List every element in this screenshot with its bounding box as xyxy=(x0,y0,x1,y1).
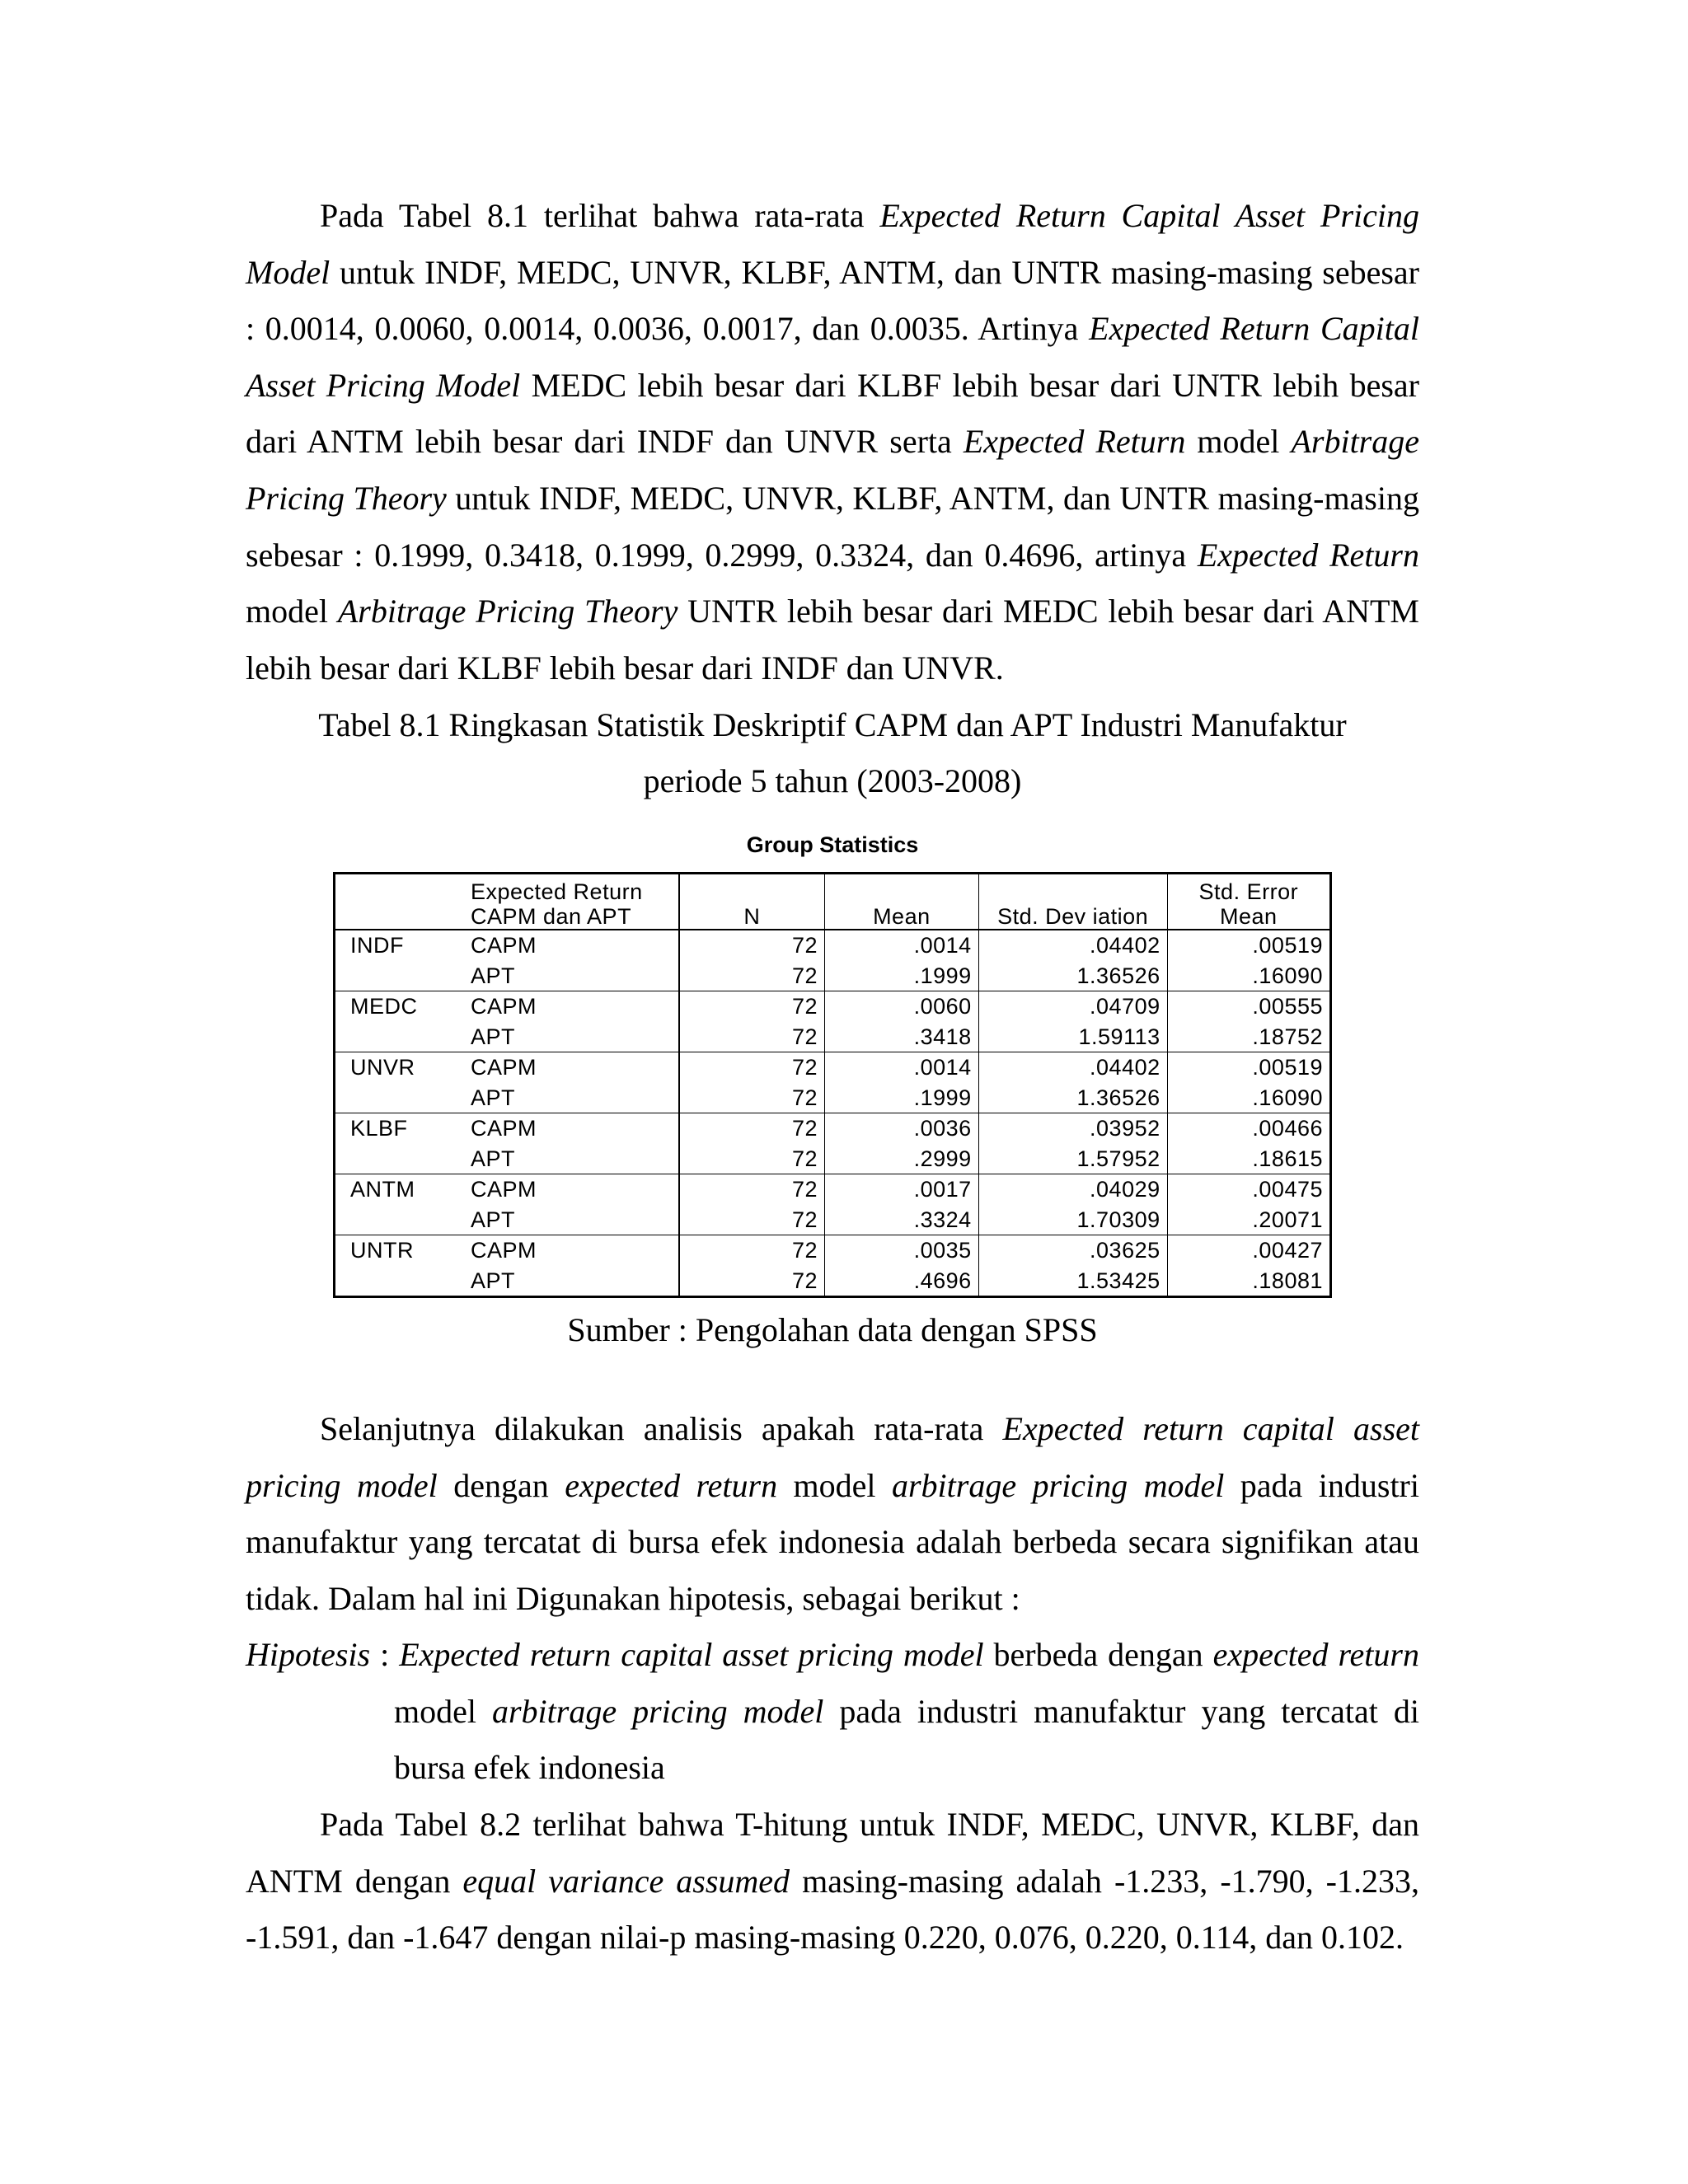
cell-std-error-mean: .20071 xyxy=(1252,1207,1323,1232)
cell-n: 72 xyxy=(679,961,825,991)
header-se-line1: Std. Error xyxy=(1198,879,1299,904)
paragraph-intro xyxy=(246,188,1419,696)
source-note: Sumber : Pengolahan data dengan SPSS xyxy=(567,1311,1098,1348)
text-run: model xyxy=(1185,423,1292,461)
italic-run: Arbitrage Pricing Theory xyxy=(337,593,678,630)
cell-std-error-mean: .00466 xyxy=(1167,1113,1330,1144)
cell-mean: .4696 xyxy=(824,1266,978,1297)
cell-std-deviation: 1.57952 xyxy=(978,1144,1167,1174)
hypothesis-block xyxy=(246,1627,1419,1797)
cell-group xyxy=(335,1266,461,1297)
table-row xyxy=(335,1113,1331,1144)
text-run: model xyxy=(394,1692,492,1730)
cell-model: CAPM xyxy=(461,930,679,961)
cell-model: CAPM xyxy=(461,1052,679,1083)
cell-group xyxy=(335,1083,461,1113)
italic-run: Expected return capital asset pricing model xyxy=(399,1636,984,1673)
italic-run: arbitrage pricing model xyxy=(891,1466,1225,1504)
cell-std-deviation: 1.59113 xyxy=(978,1022,1167,1052)
hypothesis-colon: : xyxy=(370,1636,400,1673)
header-mean: Mean xyxy=(824,874,978,930)
header-std-deviation: Std. Dev iation xyxy=(978,874,1167,930)
hypothesis-continuation xyxy=(246,1684,1419,1797)
cell-group xyxy=(335,961,461,991)
cell-std-deviation: .04709 xyxy=(978,991,1167,1022)
text-run: Pada Tabel 8.2 terlihat bahwa T-hitung untuk INDF, MEDC, UNVR, KLBF, dan ANTM dengan xyxy=(246,1806,1419,1900)
paragraph-t-test xyxy=(246,1797,1419,1966)
cell-std-deviation: 1.36526 xyxy=(978,961,1167,991)
cell-mean: .1999 xyxy=(824,961,978,991)
table-row xyxy=(335,961,1331,991)
table-row xyxy=(335,1144,1331,1174)
cell-std-error-mean: .00519 xyxy=(1252,933,1323,958)
cell-n: 72 xyxy=(679,1144,825,1174)
text-run: pada industri manufaktur yang tercatat di bursa efek indonesia adalah berbeda secara signifikan atau tidak. Dalam hal ini Digunakan hipotesis, sebagai berikut : xyxy=(246,1466,1419,1617)
table-row xyxy=(335,1205,1331,1235)
cell-n: 72 xyxy=(679,1022,825,1052)
cell-n: 72 xyxy=(679,1113,825,1144)
cell-model: APT xyxy=(461,1144,679,1174)
text-run: UNTR lebih besar dari MEDC lebih besar dari ANTM lebih besar dari KLBF lebih besar dari INDF dan UNVR. xyxy=(246,593,1419,687)
cell-std-deviation: .04402 xyxy=(978,1052,1167,1083)
table-header-row xyxy=(335,874,1331,930)
cell-n: 72 xyxy=(679,1266,825,1297)
header-model-line1: Expected Return xyxy=(470,879,643,904)
cell-model: CAPM xyxy=(461,1235,679,1266)
table-row xyxy=(335,991,1331,1022)
text-run: MEDC lebih besar dari KLBF lebih besar dari UNTR lebih besar dari ANTM lebih besar dari INDF dan UNVR serta xyxy=(246,366,1419,461)
text-run: untuk INDF, MEDC, UNVR, KLBF, ANTM, dan UNTR masing-masing sebesar : 0.0014, 0.0060, 0.0014, 0.0036, 0.0017, dan 0.0035. Artinya xyxy=(246,253,1419,348)
cell-mean: .0036 xyxy=(824,1113,978,1144)
italic-run: arbitrage pricing model xyxy=(491,1692,824,1730)
italic-run: Arbitrage Pricing Theory xyxy=(246,423,1419,517)
cell-mean: .3418 xyxy=(824,1022,978,1052)
cell-std-deviation: 1.53425 xyxy=(978,1266,1167,1297)
cell-n: 72 xyxy=(679,1052,825,1083)
cell-std-deviation: .04029 xyxy=(978,1174,1167,1205)
cell-n: 72 xyxy=(679,1235,825,1266)
cell-std-deviation: 1.70309 xyxy=(978,1205,1167,1235)
cell-mean: .1999 xyxy=(824,1083,978,1113)
header-n: N xyxy=(679,874,825,930)
cell-std-deviation: .03625 xyxy=(978,1235,1167,1266)
text-run: model xyxy=(777,1466,892,1504)
cell-group: UNTR xyxy=(335,1235,461,1266)
italic-run: Expected Return Capital Asset Pricing Model xyxy=(246,197,1420,291)
cell-model: APT xyxy=(461,1266,679,1297)
cell-model: APT xyxy=(461,1083,679,1113)
text-run: Pada Tabel 8.1 terlihat bahwa rata-rata xyxy=(320,197,880,234)
header-model-line2: CAPM dan APT xyxy=(470,904,632,929)
cell-n: 72 xyxy=(679,1083,825,1113)
cell-std-error-mean: .18615 xyxy=(1252,1146,1323,1171)
group-statistics-table xyxy=(333,872,1332,1298)
table-body xyxy=(335,930,1331,1297)
cell-std-error-mean: .00475 xyxy=(1167,1174,1330,1205)
text-run: model xyxy=(246,593,338,630)
cell-std-deviation: 1.36526 xyxy=(978,1083,1167,1113)
cell-group xyxy=(335,1022,461,1052)
cell-mean: .0014 xyxy=(824,1052,978,1083)
italic-run: Expected Return Capital Asset Pricing Model xyxy=(246,310,1419,404)
table-caption-line1: Tabel 8.1 Ringkasan Statistik Deskriptif CAPM dan APT Industri Manufaktur xyxy=(318,706,1347,743)
cell-mean: .0017 xyxy=(824,1174,978,1205)
table-row xyxy=(335,1174,1331,1205)
cell-model: APT xyxy=(461,961,679,991)
hypothesis-label: Hipotesis xyxy=(246,1636,371,1673)
cell-std-error-mean: .00427 xyxy=(1167,1235,1330,1266)
cell-mean: .2999 xyxy=(824,1144,978,1174)
cell-std-error-mean: .18752 xyxy=(1252,1024,1323,1049)
text-run: dengan xyxy=(437,1466,565,1504)
cell-group: ANTM xyxy=(335,1174,461,1205)
text-run: Selanjutnya dilakukan analisis apakah rata-rata xyxy=(320,1410,1003,1447)
cell-model: APT xyxy=(461,1022,679,1052)
text-run: masing-masing adalah -1.233, -1.790, -1.233, -1.591, dan -1.647 dengan nilai-p masing-masing 0.220, 0.076, 0.220, 0.114, dan 0.102. xyxy=(246,1862,1420,1957)
cell-std-error-mean: .18081 xyxy=(1252,1268,1323,1293)
cell-group: MEDC xyxy=(335,991,461,1022)
cell-std-error-mean: .16090 xyxy=(1252,1085,1323,1110)
cell-n: 72 xyxy=(679,1205,825,1235)
cell-group xyxy=(335,1144,461,1174)
italic-run: Expected Return xyxy=(1197,536,1419,574)
text-run: berbeda dengan xyxy=(983,1636,1213,1673)
header-std-error-mean xyxy=(1167,874,1330,930)
cell-model: CAPM xyxy=(461,1174,679,1205)
paragraph-analysis xyxy=(246,1401,1419,1627)
italic-run: equal variance assumed xyxy=(462,1862,790,1900)
italic-run: expected return xyxy=(1212,1636,1419,1673)
italic-run: Expected return capital asset pricing model xyxy=(246,1410,1420,1504)
cell-model: CAPM xyxy=(461,1113,679,1144)
table-row xyxy=(335,1235,1331,1266)
italic-run: expected return xyxy=(565,1466,778,1504)
table-row xyxy=(335,1266,1331,1297)
cell-n: 72 xyxy=(679,991,825,1022)
cell-group: UNVR xyxy=(335,1052,461,1083)
table-title: Group Statistics xyxy=(746,832,919,857)
table-row xyxy=(335,1052,1331,1083)
table-row xyxy=(335,1083,1331,1113)
table-caption-line2: periode 5 tahun (2003-2008) xyxy=(643,762,1022,799)
cell-mean: .0060 xyxy=(824,991,978,1022)
cell-std-error-mean: .00555 xyxy=(1167,991,1330,1022)
table-row xyxy=(335,930,1331,961)
cell-mean: .3324 xyxy=(824,1205,978,1235)
cell-std-error-mean: .00519 xyxy=(1167,1052,1330,1083)
cell-n: 72 xyxy=(679,930,825,961)
cell-mean: .0014 xyxy=(824,930,978,961)
header-group xyxy=(335,874,461,930)
cell-std-deviation: .04402 xyxy=(978,930,1167,961)
cell-std-error-mean: .16090 xyxy=(1252,963,1323,988)
cell-std-deviation: .03952 xyxy=(978,1113,1167,1144)
cell-model: CAPM xyxy=(461,991,679,1022)
header-model xyxy=(461,874,679,930)
cell-group xyxy=(335,1205,461,1235)
cell-mean: .0035 xyxy=(824,1235,978,1266)
table-row xyxy=(335,1022,1331,1052)
cell-group: INDF xyxy=(350,933,404,958)
italic-run: Expected Return xyxy=(963,423,1186,461)
cell-group: KLBF xyxy=(335,1113,461,1144)
hypothesis-first-line xyxy=(246,1627,1419,1684)
header-se-line2: Mean xyxy=(1220,904,1278,929)
text-run: pada industri manufaktur yang tercatat di bursa efek indonesia xyxy=(394,1692,1420,1787)
cell-model: APT xyxy=(461,1205,679,1235)
cell-n: 72 xyxy=(679,1174,825,1205)
group-statistics-table-wrapper xyxy=(333,872,1332,1296)
text-run: untuk INDF, MEDC, UNVR, KLBF, ANTM, dan UNTR masing-masing sebesar : 0.1999, 0.3418, 0.1999, 0.2999, 0.3324, dan 0.4696, artinya xyxy=(246,479,1419,574)
